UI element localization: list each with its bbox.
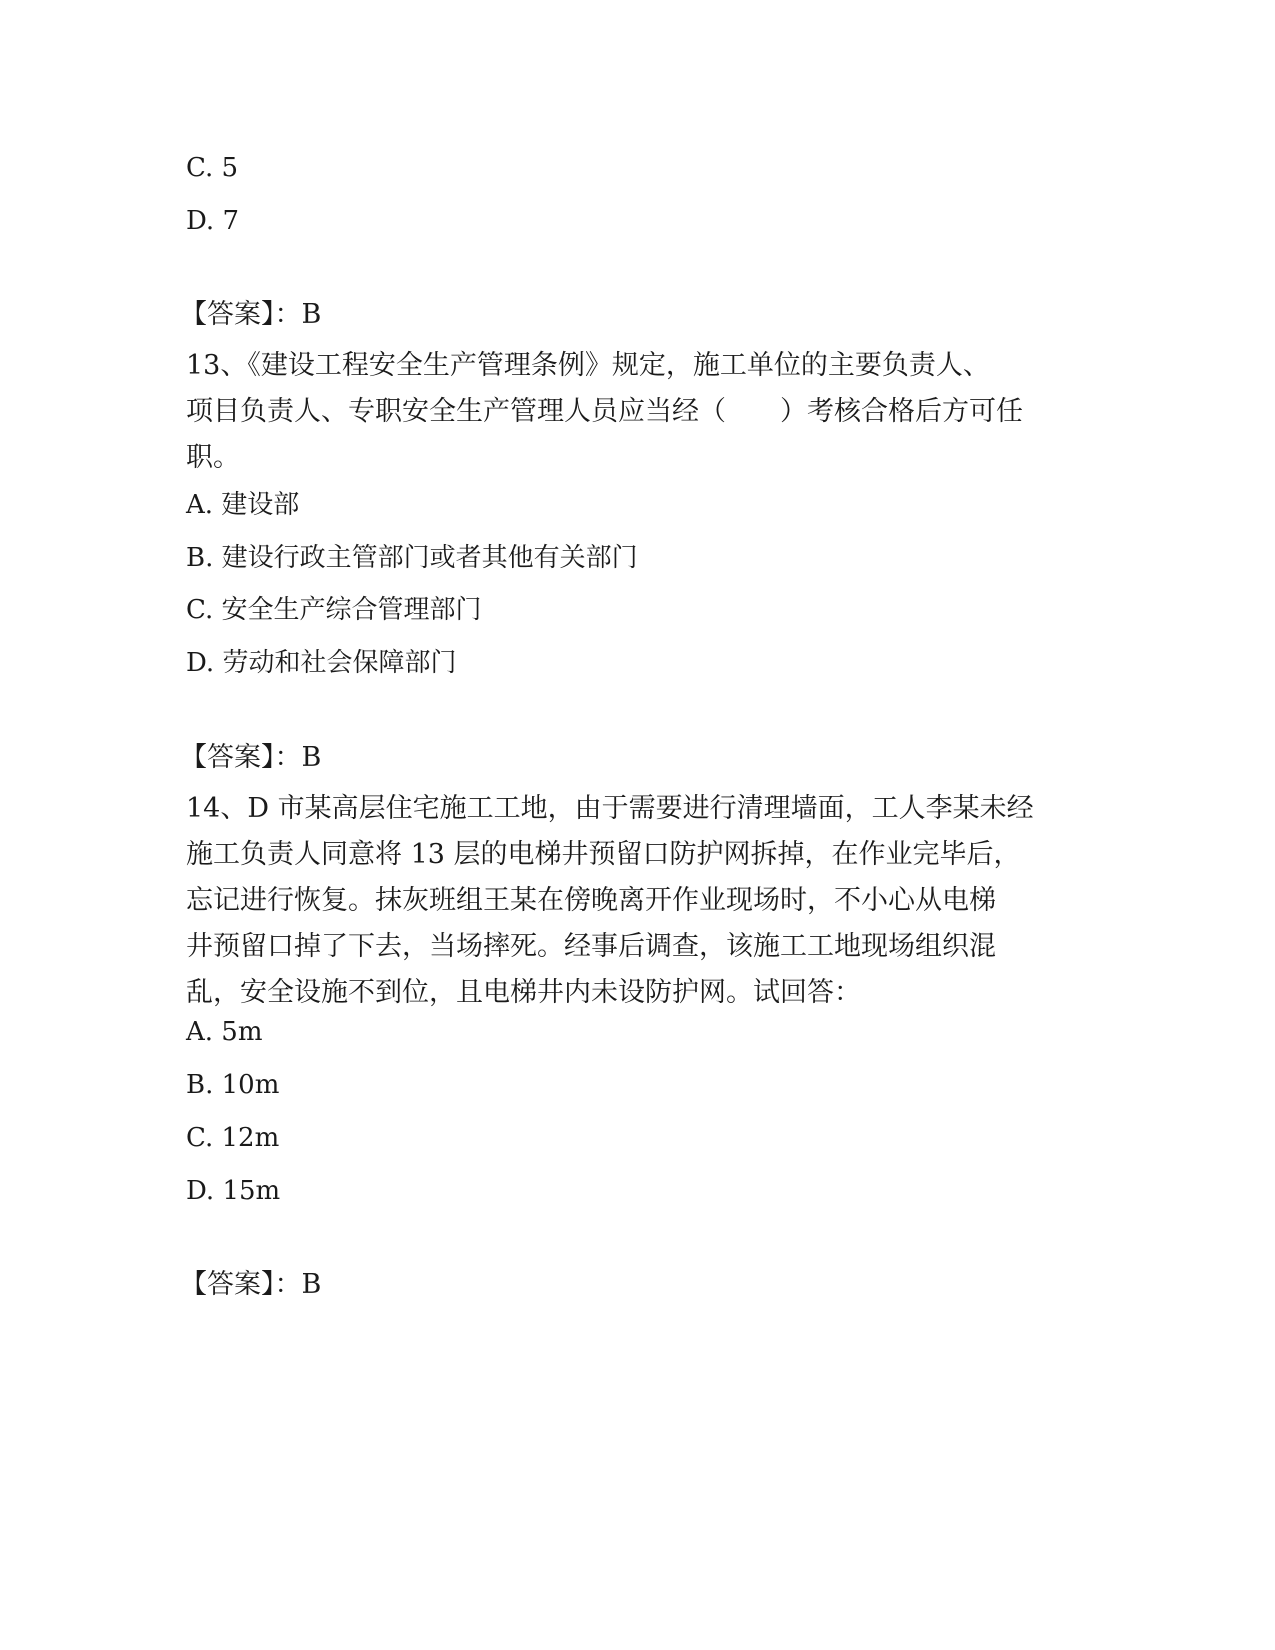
question-text-line: 忘记进行恢复。抹灰班组王某在傍晚离开作业现场时，不小心从电梯 <box>186 885 996 916</box>
question-text-line: 乱，安全设施不到位，且电梯井内未设防护网。试回答： <box>186 977 861 1008</box>
question-text-line: 14、D 市某高层住宅施工工地，由于需要进行清理墙面，工人李某未经 <box>186 793 1034 824</box>
question-text-line: 项目负责人、专职安全生产管理人员应当经（ ）考核合格后方可任 <box>186 396 1023 427</box>
answer-line: 【答案】：B <box>180 742 322 773</box>
question-text-line: 施工负责人同意将 13 层的电梯井预留口防护网拆掉，在作业完毕后， <box>186 839 1021 870</box>
option-a: A. 建设部 <box>186 490 300 520</box>
answer-line: 【答案】：B <box>180 299 322 330</box>
option-c: C. 12m <box>186 1123 280 1153</box>
question-text-line: 13、《建设工程安全生产管理条例》规定，施工单位的主要负责人、 <box>186 350 990 381</box>
option-b: B. 10m <box>186 1070 280 1100</box>
option-c: C. 5 <box>186 153 239 183</box>
answer-line: 【答案】：B <box>180 1269 322 1300</box>
question-text-line: 职。 <box>186 442 240 473</box>
option-d: D. 15m <box>186 1176 281 1206</box>
option-a: A. 5m <box>186 1017 263 1047</box>
question-text-line: 井预留口掉了下去，当场摔死。经事后调查，该施工工地现场组织混 <box>186 931 996 962</box>
option-d: D. 劳动和社会保障部门 <box>186 648 457 678</box>
option-d: D. 7 <box>186 206 239 236</box>
option-b: B. 建设行政主管部门或者其他有关部门 <box>186 543 638 573</box>
option-c: C. 安全生产综合管理部门 <box>186 595 482 625</box>
